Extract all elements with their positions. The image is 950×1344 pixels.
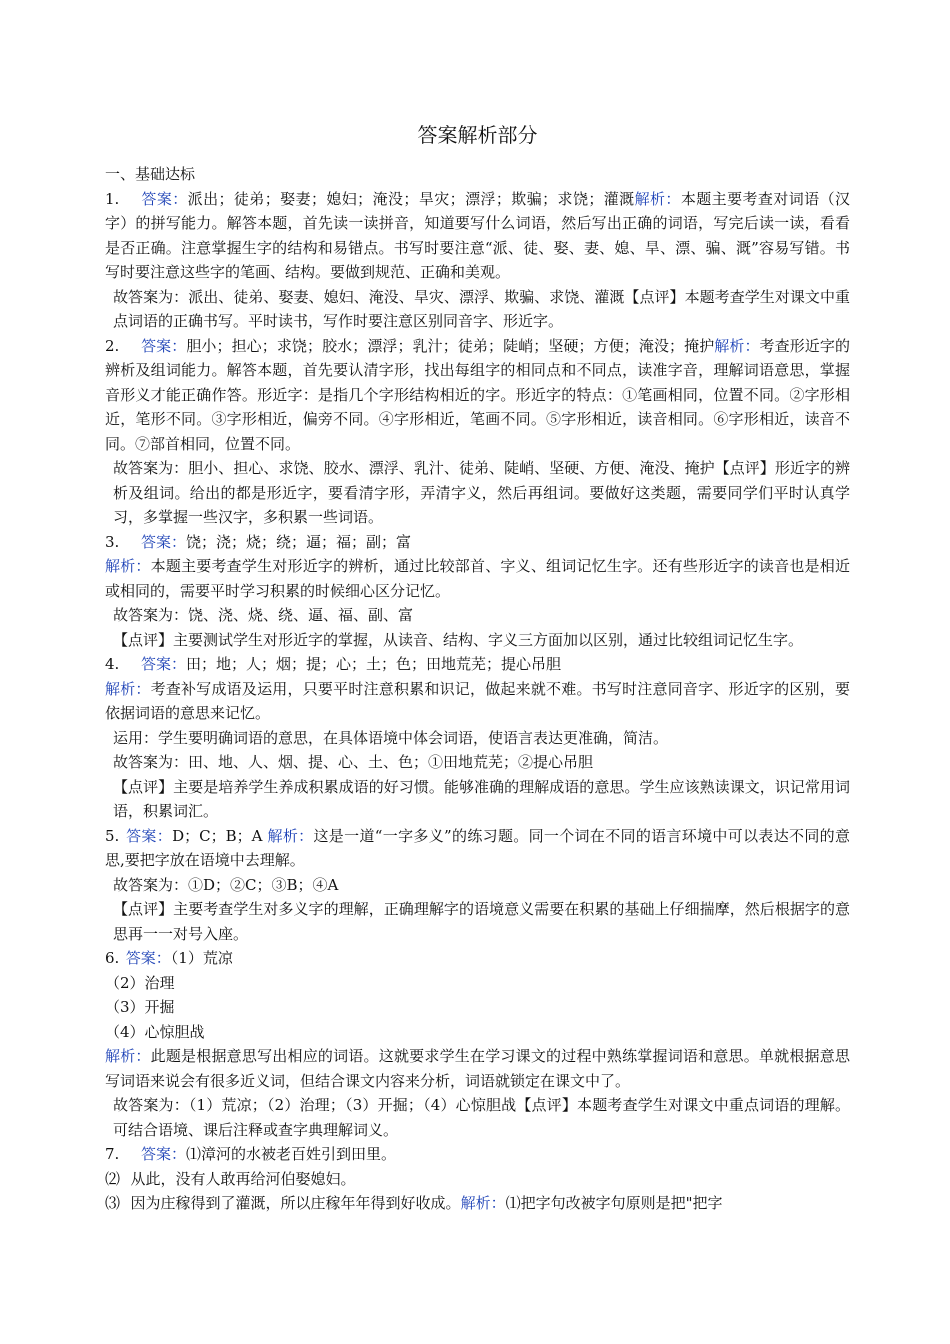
- document-page: [105, 120, 850, 1216]
- list-item: [105, 1191, 850, 1216]
- answer-text: ⑴漳河的水被老百姓引到田里。: [186, 1145, 397, 1163]
- answer-text: 田；地；人；烟；提；心；土；色；田地荒芜；提心吊胆: [186, 655, 562, 673]
- question-number: 4.: [105, 655, 120, 673]
- comment: 【点评】主要考查学生对多义字的理解，正确理解字的语境意义需要在积累的基础上仔细揣摩，然后根据字的意思再一一对号入座。: [113, 900, 850, 943]
- analysis-paragraph: [105, 677, 850, 726]
- final-answer: 故答案为：（1）荒凉；（2）治理；（3）开掘；（4）心惊胆战【点评】本题考查学生对课文中重点词语的理解。可结合语境、课后注释或查字典理解词义。: [113, 1096, 850, 1139]
- answer-label: 答案：: [141, 532, 187, 551]
- analysis-text: 考查补写成语及运用，只要平时注意积累和识记，做起来就不难。书写时注意同音字、形近字的区别，要依据词语的意思来记忆。: [105, 679, 850, 722]
- answer-text: 饶；浇；烧；绕；逼；福；副；富: [186, 532, 412, 551]
- analysis-label: 解析：: [105, 557, 151, 575]
- list-item: （2）治理: [105, 973, 175, 992]
- final-answer: 故答案为：田、地、人、烟、提、心、土、色；①田地荒芜；②提心吊胆: [113, 753, 594, 771]
- answer-label: 答案：: [141, 189, 188, 208]
- analysis-paragraph: [105, 1044, 850, 1093]
- answer-text: 派出；徒弟；娶妻；媳妇；淹没；旱灾；漂浮；欺骗；求饶；灌溉: [187, 189, 635, 208]
- list-item: （4）心惊胆战: [105, 1022, 205, 1041]
- analysis-text: 这是一道“一字多义”的练习题。同一个词在不同的语言环境中可以表达不同的意思,要把字放在语境中去理解。: [105, 826, 850, 869]
- list-item: （3）开掘: [105, 998, 175, 1016]
- analysis-text: 考查形近字的辨析及组词能力。解答本题，首先要认清字形，找出每组字的相同点和不同点，读准字音，理解词语意思，掌握音形义才能正确作答。形近字：是指几个字形结构相近的字。形近字的特点：①笔画相同，位置不同。②字形相近，笔形不同。③字形相近，偏旁不同。④字形相近，笔画不同。⑤字形相近，读音相同。⑥字形相近，读音不同。⑦部首相同，位置不同。: [105, 336, 850, 453]
- analysis-label: 解析：: [105, 1047, 151, 1065]
- question-number: 3.: [105, 532, 120, 551]
- item-text: 从此，没有人敢再给河伯娶媳妇。: [130, 1169, 356, 1188]
- final-answer: 故答案为：饶、浇、烧、绕、逼、福、副、富: [113, 606, 414, 624]
- answer-label: 答案：: [141, 336, 187, 355]
- question-number: 5.: [105, 826, 120, 845]
- question-number: 6.: [105, 949, 120, 967]
- question-6: [105, 946, 850, 971]
- comment: 【点评】主要测试学生对形近字的掌握，从读音、结构、字义三方面加以区别，通过比较组词记忆生字。: [113, 630, 804, 649]
- answer-label: 答案：: [141, 655, 187, 673]
- final-answer: 故答案为：胆小、担心、求饶、胶水、漂浮、乳汁、徒弟、陡峭、坚硬、方便、淹没、掩护【点评】形近字的辨析及组词。给出的都是形近字，要看清字形，弄清字义，然后再组词。要做好这类题，需要同学们平时认真学习，多掌握一些汉字，多积累一些词语。: [113, 459, 850, 526]
- analysis-label: 解析：: [460, 1194, 506, 1212]
- page-title: 答案解析部分: [417, 123, 538, 147]
- question-number: 7.: [105, 1145, 120, 1163]
- usage-note: 运用：学生要明确词语的意思，在具体语境中体会词语，使语言表达更准确，简洁。: [113, 728, 669, 747]
- question-number: 2.: [105, 336, 120, 355]
- analysis-text: ⑴把字句改被字句原则是把"把字: [505, 1194, 723, 1212]
- section-heading: 一、基础达标: [105, 165, 196, 183]
- item-number: ⑶: [105, 1194, 121, 1212]
- analysis-text: 本题主要考查学生对形近字的辨析，通过比较部首、字义、组词记忆生字。还有些形近字的读音也是相近或相同的，需要平时学习积累的时候细心区分记忆。: [105, 557, 850, 600]
- answer-label: 答案：: [126, 826, 173, 845]
- answer-label: 答案：: [141, 1145, 187, 1163]
- analysis-paragraph: [105, 554, 850, 603]
- list-item: [105, 1167, 850, 1192]
- analysis-label: 解析：: [634, 189, 681, 208]
- analysis-label: 解析：: [267, 826, 314, 845]
- question-7: [105, 1142, 850, 1167]
- question-4: [105, 652, 850, 677]
- comment: 【点评】主要是培养学生养成积累成语的好习惯。能够准确的理解成语的意思。学生应该熟读课文，识记常用词语，积累词汇。: [113, 777, 850, 820]
- question-1: [105, 187, 850, 285]
- analysis-text: 本题主要考查对词语（汉字）的拼写能力。解答本题，首先读一读拼音，知道要写什么词语，然后写出正确的词语，写完后读一读，看看是否正确。注意掌握生字的结构和易错点。书写时要注意“派、徒、娶、妻、媳、旱、漂、骗、溉”容易写错。书写时要注意这些字的笔画、结构。要做到规范、正确和美观。: [105, 189, 850, 281]
- question-3: [105, 530, 850, 555]
- final-answer: 故答案为：派出、徒弟、娶妻、媳妇、淹没、旱灾、漂浮、欺骗、求饶、灌溉【点评】本题考查学生对课文中重点词语的正确书写。平时读书，写作时要注意区别同音字、形近字。: [113, 287, 850, 330]
- question-number: 1.: [105, 189, 120, 208]
- answer-text: D；C；B；A: [172, 826, 263, 845]
- item-text: 因为庄稼得到了灌溉，所以庄稼年年得到好收成。: [130, 1194, 461, 1212]
- final-answer: 故答案为：①D；②C；③B；④A: [113, 875, 339, 894]
- analysis-label: 解析：: [714, 336, 760, 355]
- analysis-text: 此题是根据意思写出相应的词语。这就要求学生在学习课文的过程中熟练掌握词语和意思。单就根据意思写词语来说会有很多近义词，但结合课文内容来分析，词语就锁定在课文中了。: [105, 1047, 850, 1090]
- question-5: [105, 824, 850, 873]
- answer-text: 胆小；担心；求饶；胶水；漂浮；乳汁；徒弟；陡峭；坚硬；方便；淹没；掩护: [186, 336, 715, 355]
- answer-text: （1）荒凉: [170, 949, 233, 967]
- analysis-label: 解析：: [105, 679, 151, 698]
- question-2: [105, 334, 850, 457]
- item-number: ⑵: [105, 1169, 121, 1188]
- answer-label: 答案：: [125, 949, 171, 967]
